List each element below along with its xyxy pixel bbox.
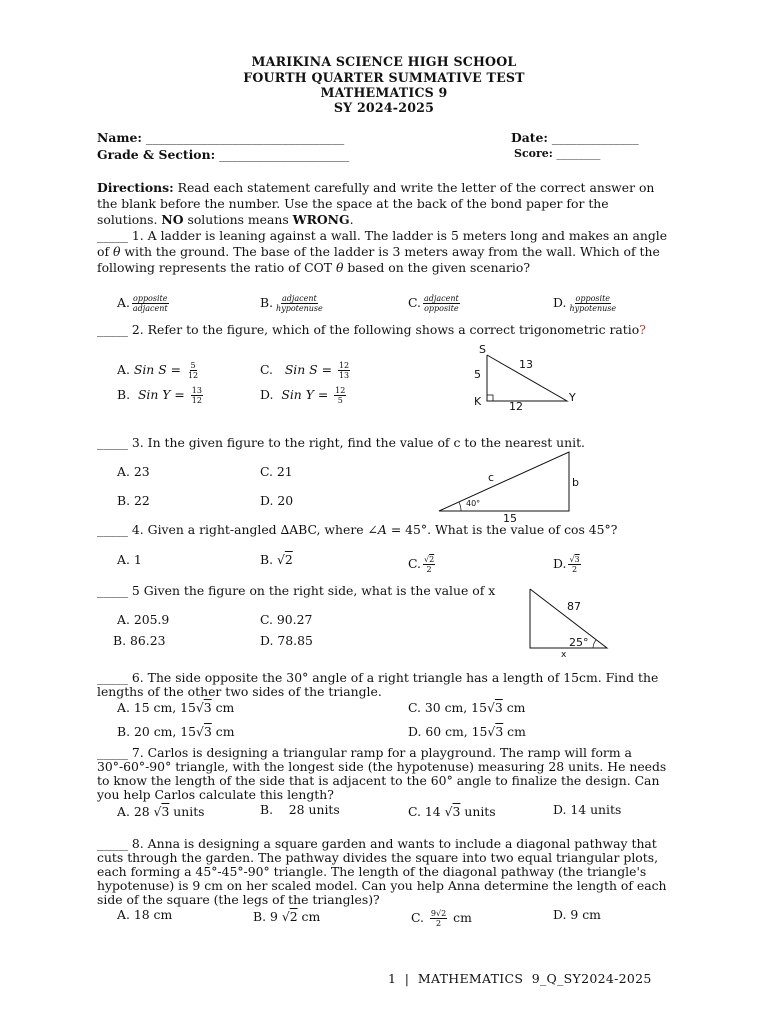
label-87: 87 [567,600,581,613]
choice-unit: units [460,804,496,819]
choice-text: C. [411,910,428,925]
q8-choice-d[interactable]: D. 9 cm [553,907,601,922]
question-8 [97,837,672,907]
choice-text: B. 9 [253,909,282,924]
radicand: 2 [284,552,293,567]
q1-choice-c[interactable] [408,294,462,313]
choice-letter: B. [260,552,274,567]
q1-text: 1. A ladder is leaning against a wall. The ladder is 5 meters long and makes an angle of [97,228,668,260]
q5-text: 5 Given the figure on the right side, what is the value of x [127,583,496,598]
q1-choice-a[interactable] [117,294,171,313]
choice-text: A. 28 [117,804,154,819]
grade-section-label: Grade & Section: [97,147,216,162]
choice-text: B. 20 cm, 15 [117,724,197,739]
q1-theta-2: θ [335,260,344,276]
frac-num: adjacent [423,294,459,303]
frac-num: 13 [191,386,202,395]
choice-letter: D. [553,556,567,571]
radicand: 3 [495,724,504,739]
label-25-degrees: 25° [569,636,589,649]
question-4 [97,522,672,538]
directions-no: NO [161,212,184,228]
q4-choice-c[interactable]: C. $\frac{√2}{2}$ [408,555,435,574]
directions-wrong: WRONG [292,212,350,228]
choice-value: 1 [133,552,142,567]
q7-choice-c[interactable]: C. 14 √3 units [408,804,496,819]
label-side-5: 5 [474,368,481,381]
frac-den: hypotenuse [276,304,323,313]
q1-text-3: based on the given scenario? [343,260,530,276]
frac-num: 5 [190,361,196,370]
question-7 [97,746,672,802]
choice-letter: C. [408,556,421,571]
choice-unit: cm [502,700,526,715]
q5-choice-c[interactable]: C. 90.27 [260,612,313,627]
q4-choice-b[interactable]: B. √2 [260,552,293,567]
q5-choice-b[interactable]: B. 86.23 [113,633,166,648]
label-y: Y [569,391,576,404]
choice-text: C. 30 cm, 15 [408,700,487,715]
score-line: ________ [556,147,601,160]
label-hyp-13: 13 [519,358,533,371]
question-2 [97,322,672,338]
q2-qmark: ? [639,322,646,337]
choice-letter: A. [117,552,130,567]
choice-unit: cm [211,700,235,715]
radicand: 2 [429,555,435,564]
answer-blank[interactable]: _____ [97,745,128,760]
q1-choice-d[interactable] [553,294,619,313]
frac-den: opposite [424,304,459,313]
q3-choice-d[interactable]: D. 20 [260,493,294,508]
frac-num: adjacent [282,294,317,303]
choice-letter: C. [408,295,421,310]
choice-letter: D. [553,295,567,310]
directions [97,180,672,229]
frac-num: opposite [133,294,168,303]
q8-text: 8. Anna is designing a square garden and wants to include a diagonal pathway that cuts through the garden. The pathway divides the square into two equal triangular plots, each forming a 45°-45°-90° triangle. The length of the diagonal pathway (the triangle's hypotenuse) is 9 cm on her scaled model. Can you help Anna determine the length of each side of the square (the legs of the triangles)? [97,836,667,907]
label-x: x [561,650,567,660]
radicand: 3 [161,804,170,819]
q4-text: 4. Given a right-angled [127,522,281,537]
frac-den: 5 [337,396,343,405]
directions-text: Read each statement carefully and write the letter of the correct answer on the blank before the number. Use the space at the back of the bond paper for the solutions. [97,180,655,228]
q6-choice-c[interactable]: C. 30 cm, 15√3 cm [408,700,526,715]
radicand: 3 [574,555,580,564]
frac-den: 12 [191,396,202,405]
frac-den: hypotenuse [569,304,617,313]
answer-blank[interactable]: _____ [97,435,128,450]
q8-choice-a[interactable]: A. 18 cm [117,907,173,922]
q2-text: 2. Refer to the figure, which of the following shows a correct trigonometric ratio [127,322,640,337]
directions-label: Directions: [97,180,174,195]
date-field[interactable] [511,130,639,145]
name-label: Name: [97,130,142,145]
name-field[interactable] [97,130,344,145]
answer-blank[interactable]: _____ [97,670,128,685]
q7-choice-d[interactable]: D. 14 units [553,802,622,817]
question-6 [97,671,672,699]
choice-expr: Sin Y = [137,387,189,402]
date-line: ______________ [551,130,639,145]
label-base-12: 12 [509,400,523,413]
answer-blank[interactable]: _____ [97,228,128,243]
choice-unit: cm [449,910,472,925]
q2-choice-a[interactable] [117,361,201,380]
q4-angle-a: A [377,522,387,537]
subject-title: MATHEMATICS 9 [320,85,448,100]
q8-choice-c[interactable] [411,909,472,928]
page-footer: 1 | MATHEMATICS 9_Q_SY2024-2025 [388,971,652,986]
score-label: Score: [514,147,553,160]
q1-choice-b[interactable] [260,294,326,313]
directions-end: . [349,212,354,228]
frac-num: 9√2 [430,909,447,918]
q1-text-2: with the ground. The base of the ladder is 3 meters away from the wall. Which of the following represents the ratio of COT [97,244,660,276]
q4-text-2: , where ∠ [316,522,378,537]
test-title: FOURTH QUARTER SUMMATIVE TEST [243,70,525,85]
q2-choice-d[interactable] [260,386,348,405]
q3-choice-a[interactable]: A. 23 [117,464,150,479]
frac-den: 13 [338,371,350,380]
q8-choice-b[interactable]: B. 9 √2 cm [253,909,321,924]
frac-den: adjacent [132,304,168,313]
q3-choice-c[interactable]: C. 21 [260,464,293,479]
choice-expr: Sin S = [284,362,336,377]
q4-choice-a[interactable] [117,552,142,567]
directions-text-2: solutions means [183,212,293,228]
q6-choice-d[interactable]: D. 60 cm, 15√3 cm [408,724,526,739]
label-s: S [479,343,486,356]
answer-blank[interactable]: _____ [97,322,128,337]
label-base-15: 15 [503,512,517,525]
score-field[interactable] [514,147,600,160]
frac-num: opposite [575,294,611,303]
name-line: ________________________________ [145,130,345,145]
answer-blank[interactable]: _____ [97,583,128,598]
grade-section-field[interactable] [97,147,349,162]
choice-unit: cm [211,724,235,739]
choice-letter: C. [260,362,273,377]
answer-blank[interactable]: _____ [97,836,128,851]
choice-unit: cm [503,724,526,739]
label-40-degrees: 40° [466,499,481,508]
q6-choice-a[interactable]: A. 15 cm, 15√3 cm [117,700,235,715]
q1-theta: θ [113,244,121,260]
choice-text: C. 14 [408,804,445,819]
choice-letter: A. [117,295,130,310]
question-1 [97,228,672,277]
choice-letter: B. [117,387,131,402]
choice-unit: units [169,804,205,819]
frac-num: 12 [338,361,350,370]
frac-den: 2 [571,565,578,574]
grade-section-line: _____________________ [219,147,350,162]
q5-choice-a[interactable]: A. 205.9 [117,612,170,627]
q3-choice-b[interactable]: B. 22 [117,493,150,508]
choice-text: D. 60 cm, 15 [408,724,488,739]
radicand: 3 [203,700,212,715]
q4-choice-d[interactable]: D. $\frac{√3}{2}$ [553,555,580,574]
date-label: Date: [511,130,548,145]
radicand: 3 [452,804,461,819]
frac-den: 2 [436,919,442,928]
label-k: K [474,395,482,408]
q3-triangle-figure [435,448,580,514]
choice-expr: Sin Y = [281,387,333,402]
choice-unit: cm [297,909,321,924]
q5-choice-d[interactable]: D. 78.85 [260,633,313,648]
choice-letter: D. [260,387,274,402]
q7-choice-b[interactable]: B. 28 units [260,802,340,817]
q7-choice-a[interactable]: A. 28 √3 units [117,804,205,819]
q2-choice-c[interactable] [260,361,352,380]
school-year: SY 2024-2025 [333,100,435,115]
frac-den: 2 [426,565,432,574]
q2-choice-b[interactable] [117,386,205,405]
frac-num: 12 [335,386,346,395]
label-b: b [572,476,579,489]
frac-den: 12 [187,371,199,380]
question-3 [97,435,672,451]
q4-triangle: ∆ABC [280,522,317,537]
radicand: 3 [203,724,212,739]
choice-letter: B. [260,295,274,310]
q6-text: 6. The side opposite the 30° angle of a right triangle has a length of 15cm. Find the lengths of the other two sides of the triangle. [97,670,659,699]
school-name: MARIKINA SCIENCE HIGH SCHOOL [251,54,517,69]
answer-blank[interactable]: _____ [97,522,128,537]
radicand: 3 [494,700,503,715]
choice-text: A. 15 cm, 15 [117,700,196,715]
q6-choice-b[interactable]: B. 20 cm, 15√3 cm [117,724,235,739]
choice-expr: Sin S = [133,362,185,377]
choice-letter: A. [117,362,130,377]
radicand: 2 [289,909,298,924]
q7-text: 7. Carlos is designing a triangular ramp for a playground. The ramp will form a 30°-60°-90° triangle, with the longest side (the hypotenuse) measuring 28 units. He needs to know the length of the side that is adjacent to the 60° angle to finalize the design. Can you help Carlos calculate this length? [97,745,667,802]
label-c: c [488,471,495,484]
q4-text-3: = 45°. What is the value of cos 45°? [386,522,618,537]
q3-text: 3. In the given figure to the right, find the value of c to the nearest unit. [127,435,585,450]
